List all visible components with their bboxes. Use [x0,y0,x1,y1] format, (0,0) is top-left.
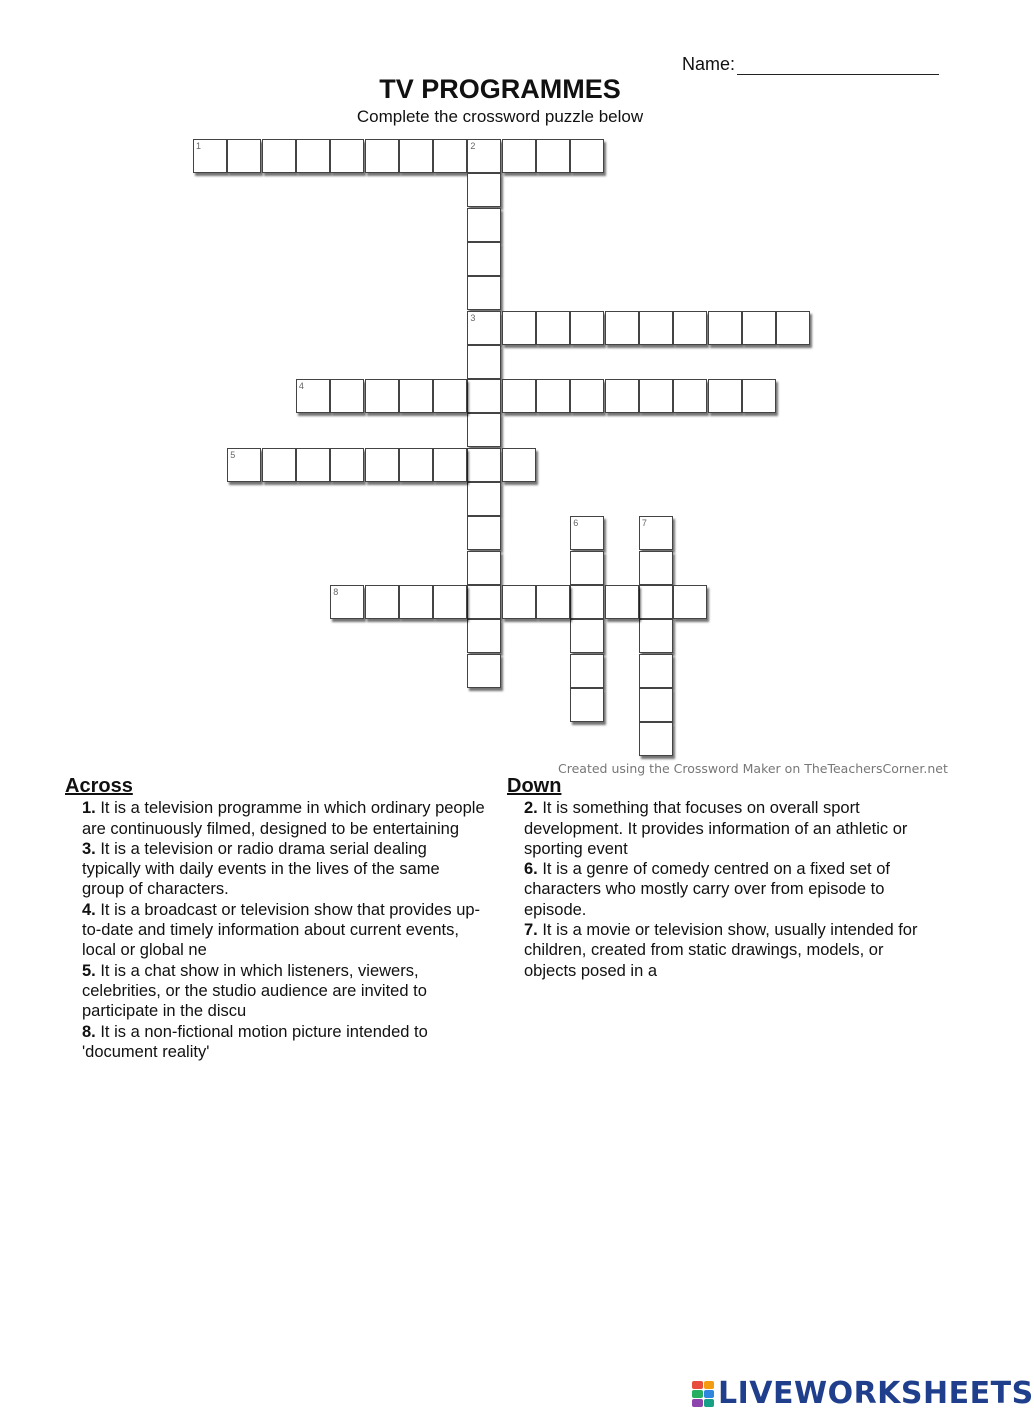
crossword-cell[interactable] [639,516,673,550]
crossword-cell[interactable] [365,448,399,482]
crossword-cell[interactable] [330,379,364,413]
name-label: Name: [682,54,736,74]
crossword-cell[interactable] [365,585,399,619]
crossword-cell[interactable] [570,551,604,585]
crossword-cell[interactable] [467,208,501,242]
clue-item [524,798,927,859]
crossword-cell[interactable] [536,585,570,619]
logo-mark-block [692,1381,703,1389]
crossword-cell[interactable] [536,139,570,173]
crossword-cell[interactable] [262,139,296,173]
across-clue-list [65,798,485,1062]
crossword-cell[interactable] [639,722,673,756]
crossword-cell[interactable] [570,585,604,619]
clue-number: 2. [524,799,538,818]
crossword-cell[interactable] [536,379,570,413]
clue-number: 1 [196,141,202,151]
crossword-cell[interactable] [502,379,536,413]
crossword-cell[interactable] [193,139,227,173]
crossword-cell[interactable] [467,345,501,379]
crossword-cell[interactable] [570,516,604,550]
crossword-cell[interactable] [742,311,776,345]
crossword-cell[interactable] [467,139,501,173]
clue-number: 8 [333,586,339,597]
crossword-cell[interactable] [639,551,673,585]
crossword-cell[interactable] [330,139,364,173]
across-clues [65,776,485,1062]
across-heading: Across [65,775,133,797]
crossword-cell[interactable] [639,688,673,722]
crossword-cell[interactable] [433,448,467,482]
crossword-cell[interactable] [467,448,501,482]
clue-number: 4. [82,900,96,919]
clue-number: 4 [298,381,304,392]
page-title: TV PROGRAMMES [379,74,621,104]
logo-text: LIVEWORKSHEETS [718,1376,1034,1411]
crossword-cell[interactable] [433,139,467,173]
down-clue-list [507,798,927,981]
clue-number: 6. [524,860,538,879]
crossword-cell[interactable] [399,139,433,173]
crossword-cell[interactable] [639,654,673,688]
down-heading: Down [507,775,562,797]
logo-mark-block [704,1381,715,1389]
crossword-cell[interactable] [467,619,501,653]
crossword-cell[interactable] [467,311,501,345]
crossword-cell[interactable] [673,585,707,619]
crossword-cell[interactable] [639,619,673,653]
clue-item [82,839,485,900]
logo-mark-block [704,1390,715,1398]
crossword-cell[interactable] [605,585,639,619]
clue-text: It is a non-fictional motion picture intended to 'document reality' [82,1022,428,1061]
clue-text: It is a chat show in which listeners, viewers, celebrities, or the studio audience are invited to participate in the discu [82,961,427,1021]
crossword-cell[interactable] [467,242,501,276]
crossword-cell[interactable] [536,311,570,345]
credit-text: Created using the Crossword Maker on TheTeachersCorner.net [558,761,948,776]
crossword-cell[interactable] [296,139,330,173]
crossword-cell[interactable] [570,311,604,345]
clue-item [82,798,485,839]
clue-number: 3. [82,839,96,858]
clue-item [82,961,485,1022]
liveworksheets-logo [692,1376,1034,1411]
clue-number: 7 [641,518,647,529]
crossword-cell[interactable] [467,379,501,413]
crossword-cell[interactable] [502,311,536,345]
crossword-cell[interactable] [570,139,604,173]
crossword-cell[interactable] [399,585,433,619]
down-clues [507,776,927,981]
crossword-cell[interactable] [639,585,673,619]
logo-mark-block [692,1399,703,1407]
crossword-cell[interactable] [570,654,604,688]
clue-text: It is a television or radio drama serial dealing typically with daily events in the lives of the same group of characters. [82,839,440,899]
clue-item [524,859,927,920]
crossword-cell[interactable] [330,448,364,482]
crossword-cell[interactable] [365,139,399,173]
crossword-cell[interactable] [467,173,501,207]
crossword-cell[interactable] [365,379,399,413]
crossword-cell[interactable] [708,379,742,413]
crossword-cell[interactable] [639,311,673,345]
clue-number: 2 [470,141,476,151]
crossword-cell[interactable] [605,379,639,413]
clue-number: 7. [524,921,538,940]
clue-text: It is something that focuses on overall sport development. It provides information of an athletic or sporting event [524,799,908,858]
crossword-cell[interactable] [296,448,330,482]
clue-number: 8. [82,1022,96,1041]
clue-text: It is a broadcast or television show that provides up-to-date and timely information about current events, local or global ne [82,900,481,960]
crossword-cell[interactable] [467,516,501,550]
clue-text: It is a genre of comedy centred on a fixed set of characters who mostly carry over from episode to episode. [524,860,890,919]
clue-item [82,1022,485,1063]
crossword-cell[interactable] [570,619,604,653]
clue-item [82,900,485,961]
crossword-cell[interactable] [502,139,536,173]
crossword-cell[interactable] [639,379,673,413]
crossword-cell[interactable] [708,311,742,345]
logo-mark-block [704,1399,715,1407]
crossword-cell[interactable] [262,448,296,482]
clue-number: 1. [82,799,96,818]
name-field[interactable] [682,54,939,75]
crossword-cell[interactable] [673,379,707,413]
crossword-cell[interactable] [467,482,501,516]
crossword-cell[interactable] [467,276,501,310]
crossword-cell[interactable] [433,585,467,619]
clue-number: 6 [573,518,579,529]
crossword-cell[interactable] [296,379,330,413]
clue-number: 5. [82,961,96,980]
liveworksheets-mark-icon [692,1381,714,1407]
crossword-cell[interactable] [433,379,467,413]
clue-item [524,920,927,981]
clue-number: 3 [470,312,476,323]
clue-text: It is a movie or television show, usually intended for children, created from static drawings, models, or objects posed in a [524,921,918,980]
crossword-cell[interactable] [467,551,501,585]
crossword-cell[interactable] [673,311,707,345]
crossword-cell[interactable] [502,585,536,619]
crossword-cell[interactable] [227,448,261,482]
name-blank-line[interactable] [737,56,939,75]
crossword-cell[interactable] [467,585,501,619]
page-subtitle: Complete the crossword puzzle below [356,107,644,126]
crossword-cell[interactable] [330,585,364,619]
clue-text: It is a television programme in which ordinary people are continuously filmed, designed to be entertaining [82,799,485,838]
crossword-cell[interactable] [502,448,536,482]
crossword-cell[interactable] [399,448,433,482]
crossword-cell[interactable] [467,413,501,447]
crossword-cell[interactable] [467,654,501,688]
logo-mark-block [692,1390,703,1398]
crossword-cell[interactable] [570,688,604,722]
crossword-cell[interactable] [399,379,433,413]
crossword-cell[interactable] [570,379,604,413]
crossword-cell[interactable] [227,139,261,173]
crossword-cell[interactable] [776,311,810,345]
crossword-cell[interactable] [605,311,639,345]
clue-number: 5 [230,449,236,460]
crossword-cell[interactable] [742,379,776,413]
